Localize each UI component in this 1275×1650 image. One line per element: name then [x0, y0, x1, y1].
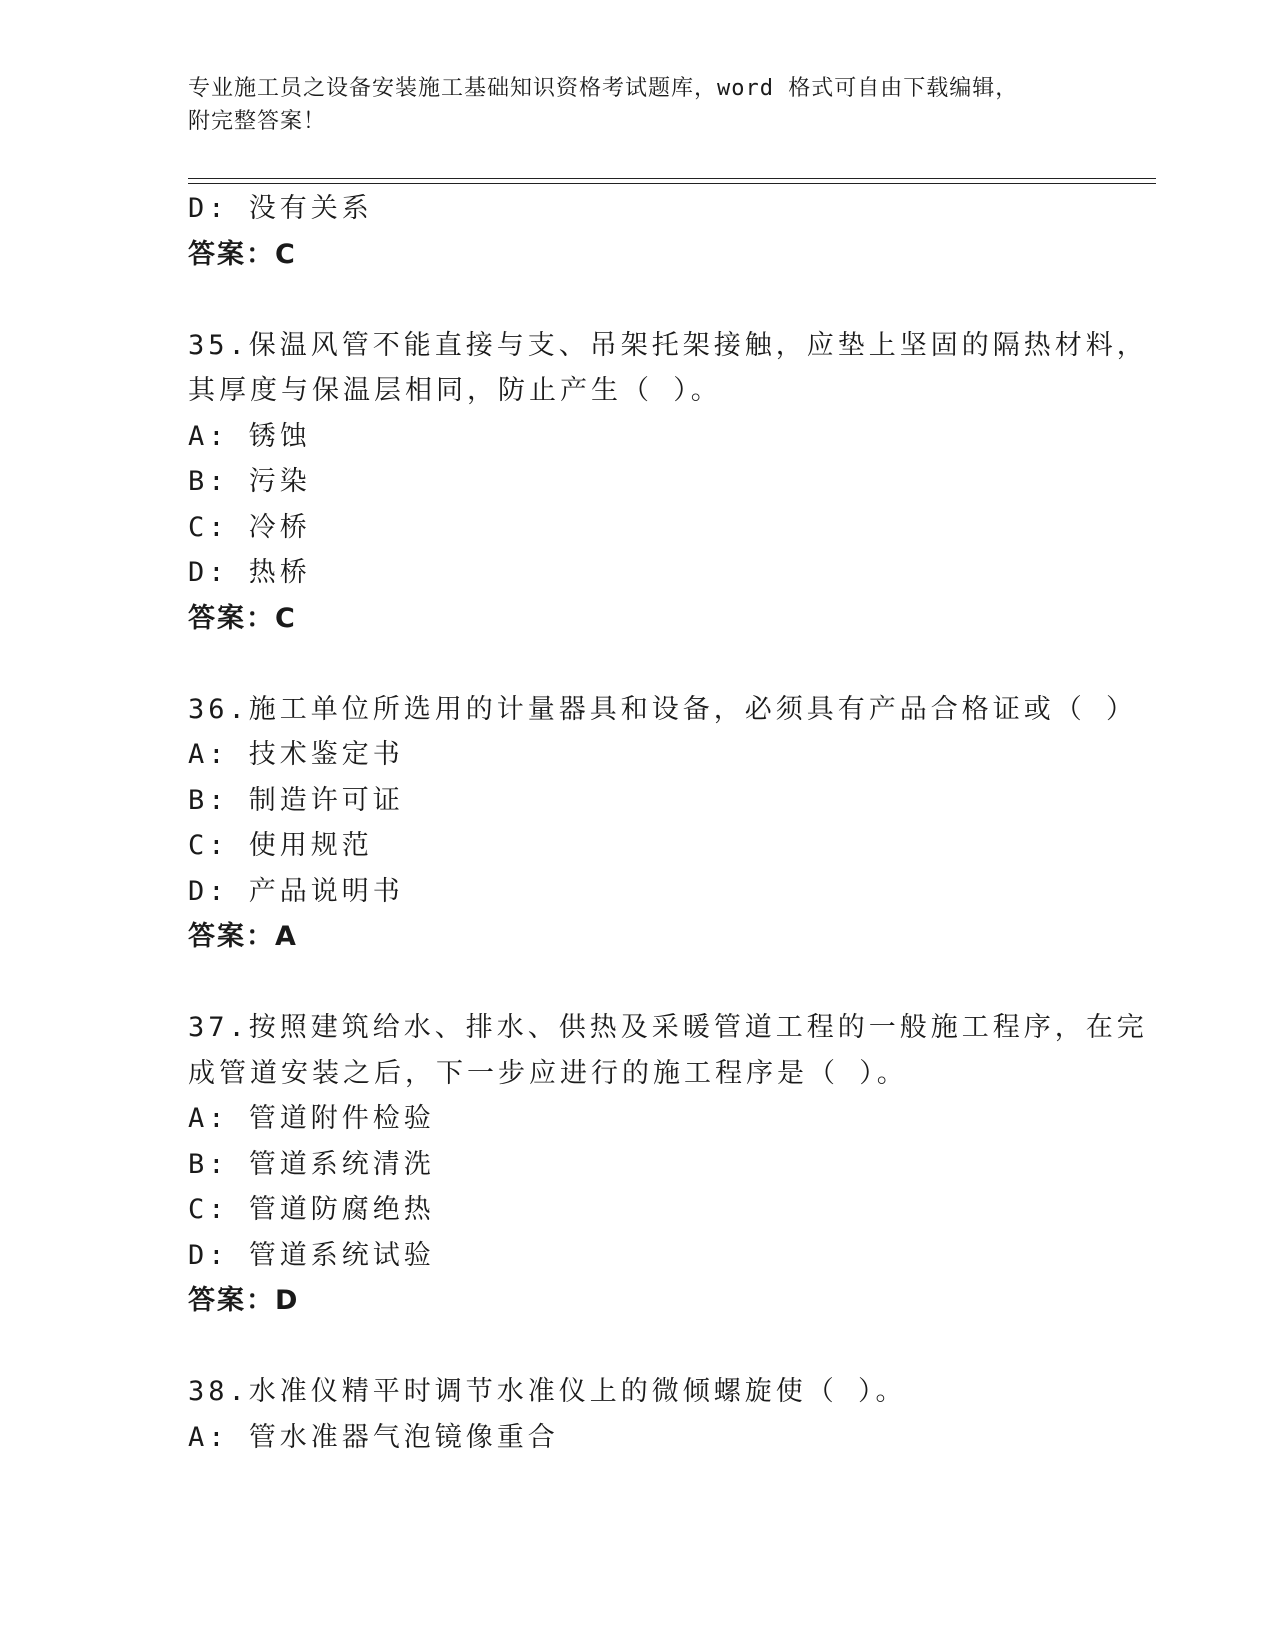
option-b: B: 制造许可证	[188, 784, 404, 816]
question-stem-line-1: 36.施工单位所选用的计量器具和设备，必须具有产品合格证或（ ）	[188, 693, 1138, 725]
header-divider-top	[188, 178, 1156, 179]
answer-label: 答案：C	[188, 238, 297, 270]
question-stem-line-2: 成管道安装之后，下一步应进行的施工程序是（ ）。	[188, 1057, 908, 1089]
question-stem-line-1: 38.水准仪精平时调节水准仪上的微倾螺旋使（ ）。	[188, 1376, 907, 1407]
answer-label: 答案：C	[188, 602, 297, 634]
question-34	[188, 186, 1088, 277]
question-37	[188, 1005, 1148, 1324]
header-line-2: 附完整答案！	[188, 109, 327, 134]
spacer	[188, 960, 1088, 1006]
spacer	[188, 1324, 1088, 1370]
option-c: C: 管道防腐绝热	[188, 1194, 435, 1225]
question-stem-line-1: 35.保温风管不能直接与支、吊架托架接触，应垫上坚固的隔热材料，	[188, 329, 1148, 361]
option-b: B: 污染	[188, 466, 311, 497]
option-c: C: 使用规范	[188, 830, 373, 861]
document-header	[188, 72, 1088, 138]
option-a: A: 锈蚀	[188, 420, 311, 452]
question-35	[188, 323, 1148, 642]
question-36	[188, 687, 1138, 960]
option-d: D: 管道系统试验	[188, 1239, 435, 1271]
option-d: D: 热桥	[188, 557, 311, 588]
option-c: C: 冷桥	[188, 511, 311, 543]
question-38	[188, 1369, 1088, 1460]
header-divider-bottom	[188, 183, 1156, 184]
question-stem-line-2: 其厚度与保温层相同，防止产生（ ）。	[188, 375, 722, 406]
option-d: D: 没有关系	[188, 193, 373, 224]
header-line-1: 专业施工员之设备安装施工基础知识资格考试题库，word 格式可自由下载编辑，	[188, 76, 1019, 101]
option-a: A: 管水准器气泡镜像重合	[188, 1421, 559, 1453]
spacer	[188, 641, 1088, 687]
spacer	[188, 277, 1088, 323]
answer-label: 答案：D	[188, 1285, 300, 1316]
option-a: A: 技术鉴定书	[188, 739, 404, 770]
question-content	[188, 186, 1148, 1460]
answer-label: 答案：A	[188, 921, 298, 952]
option-b: B: 管道系统清洗	[188, 1148, 435, 1180]
question-stem-line-1: 37.按照建筑给水、排水、供热及采暖管道工程的一般施工程序，在完	[188, 1012, 1148, 1043]
option-a: A: 管道附件检验	[188, 1103, 435, 1134]
option-d: D: 产品说明书	[188, 875, 404, 907]
